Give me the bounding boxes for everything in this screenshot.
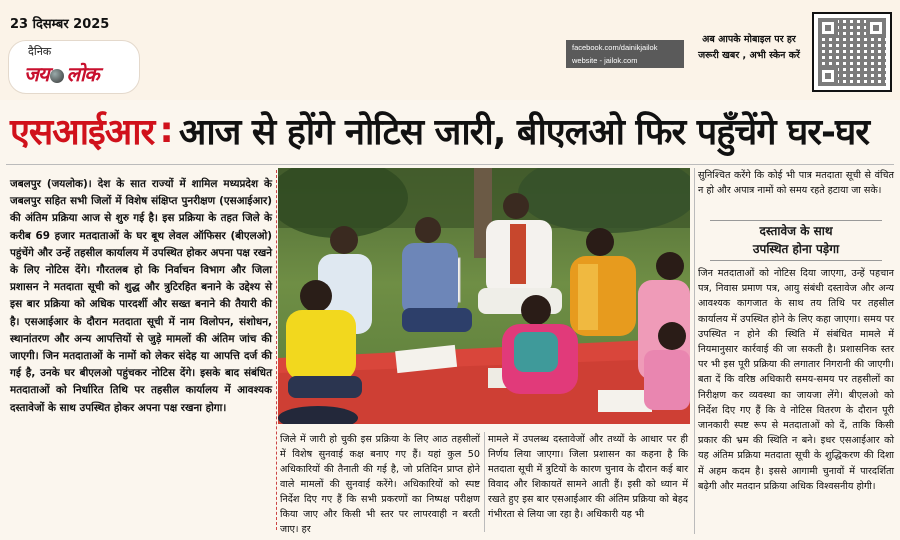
article-column-2: जिले में जारी हो चुकी इस प्रक्रिया के लिए आठ तहसीलों में विशेष सुनवाई कक्ष बनाए गए हैं। यहां कुल 50 अधिकारियों की तैनाती की गई है, जो प्रतिदिन प्राप्त होने वाले मामलों की सुनवाई करेंगे। अधिकारियों को स्पष्ट निर्देश दिए गए हैं कि सभी प्रकरणों का निष्पक्ष परीक्षण किया जाए और किसी भी स्तर पर लापरवाही न बरती जाए। हर: [280, 434, 480, 535]
headline-colon: :: [159, 110, 174, 151]
article-column-5: जिन मतदाताओं को नोटिस दिया जाएगा, उन्हें पहचान पत्र, निवास प्रमाण पत्र, आयु संबंधी दस्तावेज और अन्य आवश्यक कागजात के साथ तय तिथि पर तहसील कार्यालय में उपस्थित होने के लिए कहा जाएगा। समय पर उपस्थित न होने की स्थिति में संबंधित मामले में नियमानुसार कार्रवाई की जा सकती है। प्रशासनिक स्तर पर भी इस पूरी प्रक्रिया की लगातार निगरानी की जाएगी। बता दें कि वरिष्ठ अधिकारी समय-समय पर तहसीलों का निरीक्षण कर व्यवस्था का जायजा लेंगे। बीएलओ को निर्देश दिए गए हैं कि वे नोटिस वितरण के दौरान पूरी जानकारी स्पष्ट रूप से मतदाताओं को दें, ताकि किसी प्रकार की भ्रम की स्थिति न बने। इधर एसआईआर को यह अंतिम प्रक्रिया मतदाता सूची के शुद्धिकरण की दिशा में अहम कदम है। इससे आगामी चुनावों में पारदर्शिता बढ़ेगी और मतदान प्रक्रिया अधिक विश्वसनीय होगी।: [698, 268, 894, 492]
tagline-line-2: जरूरी खबर , अभी स्केन करें: [698, 50, 800, 61]
column-divider: [276, 170, 277, 530]
subhead-rule-bottom: [710, 260, 882, 261]
logo-left-word: जय: [24, 62, 49, 86]
headline-kicker: एसआईआर: [10, 112, 155, 153]
subheading-line-1: दस्तावेज के साथ: [759, 224, 833, 238]
photo-illustration: [278, 168, 690, 424]
headline-rule: [6, 164, 894, 165]
subheading: [698, 222, 894, 258]
tagline-line-1: अब आपके मोबाइल पर हर: [702, 34, 796, 45]
website-link[interactable]: website - jailok.com: [572, 56, 638, 65]
facebook-link[interactable]: facebook.com/dainikjailok: [572, 43, 658, 52]
article-column-3: मामले में उपलब्ध दस्तावेजों और तथ्यों के आधार पर ही निर्णय लिया जाएगा। जिला प्रशासन का कहना है कि मतदाता सूची में त्रुटियों के कारण चुनाव के दौरान कई बार विवाद और शिकायतें सामने आती हैं। इसी को ध्यान में रखते हुए इस बार एसआईआर की अंतिम प्रक्रिया को बेहद गंभीरता से लिया जा रहा है। अधिकारी यह भी: [488, 434, 688, 520]
mobile-tagline: [688, 32, 810, 64]
logo-right-word: लोक: [66, 62, 99, 86]
globe-icon: [50, 69, 64, 83]
article-lead: जबलपुर (जयलोक)। देश के सात राज्यों में शामिल मध्यप्रदेश के जबलपुर सहित सभी जिलों में विशेष संक्षिप्त पुनरीक्षण (एसआईआर) की अंतिम प्रक्रिया आज से शुरु गई है। इस प्रक्रिया के तहत जिले के करीब 69 हजार मतदाताओं के घर बूथ लेवल ऑफिसर (बीएलओ) पहुंचेंगे और उन्हें तहसील कार्यालय में उपस्थित होकर अपना पक्ष रखने के लिए नोटिस देंगे। गौरतलब हो कि निर्वाचन विभाग और जिला प्रशासन ने मतदाता सूची को शुद्ध और त्रुटिरहित बनाने के उद्देश्य से इस बार प्रक्रिया को अधिक पारदर्शी और सख्त बनाने की तैयारी की है। एसआईआर के दौरान मतदाता सूची में नाम विलोपन, संशोधन, स्थानांतरण और अन्य आपत्तियों से जुड़े मामलों की अंतिम जांच की जाएगी। जिन मतदाताओं के नामों को लेकर संदेह या आपत्ति दर्ज की गई है, उनके घर बीएलओ पहुंचकर नोटिस देंगे। इसके बाद संबंधित मतदाताओं को निर्धारित तिथि पर तहसील कार्यालय में आवश्यक दस्तावेजों के साथ उपस्थित होकर अपना पक्ष रखना होगा।: [10, 178, 272, 414]
logo-wordmark: [24, 60, 99, 87]
issue-date: 23 दिसम्बर 2025: [10, 17, 110, 32]
headline: [0, 106, 900, 158]
subhead-rule-top: [710, 220, 882, 221]
social-links-box: [566, 40, 684, 68]
masthead: [0, 0, 900, 100]
article-column-4: सुनिश्चित करेंगे कि कोई भी पात्र मतदाता सूची से वंचित न हो और अपात्र नामों को समय रहते हटाया जा सके।: [698, 170, 894, 196]
column-separator: [484, 432, 485, 532]
headline-main: आज से होंगे नोटिस जारी, बीएलओ फिर पहुँचेंगे घर-घर: [178, 112, 869, 153]
logo-prefix: दैनिक: [28, 45, 52, 58]
subheading-line-2: उपस्थित होना पड़ेगा: [752, 242, 840, 256]
right-column-separator: [694, 168, 695, 534]
qr-code-icon[interactable]: [812, 12, 892, 92]
news-photo: [278, 168, 690, 424]
